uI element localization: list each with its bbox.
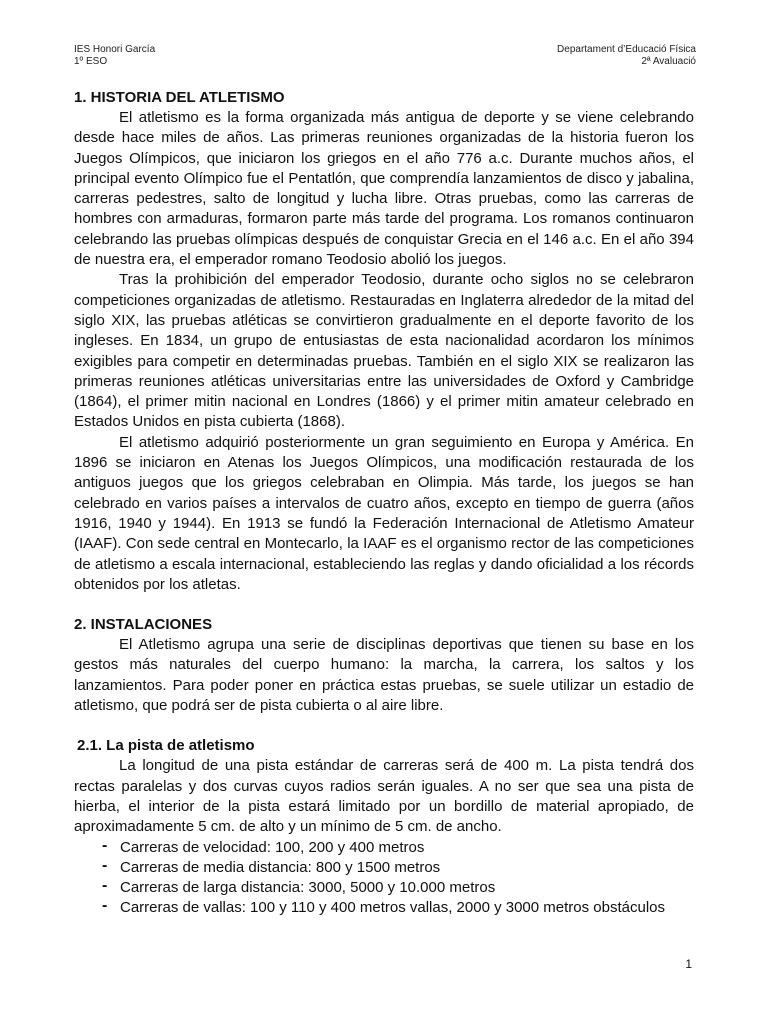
- section-title-instalaciones: 2. INSTALACIONES: [74, 616, 213, 634]
- historia-paragraph-3: El atletismo adquirió posteriormente un gran seguimiento en Europa y América. En 1896 se iniciaron en Atenas los Juegos Olímpicos, una modificación restaurada de los antiguos juegos que los griegos celebraban en Olimpia. Más tarde, los juegos se han celebrado en varios países a intervalos de cuatro años, excepto en tiempo de guerra (años 1916, 1940 y 1944). En 1913 se fundó la Federación Internacional de Atletismo Amateur (IAAF). Con sede central en Montecarlo, la IAAF es el organismo rector de las competiciones de atletismo a escala internacional, estableciendo las reglas y dando oficialidad a los récords obtenidos por los atletas.: [74, 433, 694, 593]
- dash-bullet-icon: -: [102, 836, 108, 854]
- department-name: Departament d’Educació Física: [557, 44, 696, 55]
- section-title-historia: 1. HISTORIA DEL ATLETISMO: [74, 89, 285, 106]
- dash-bullet-icon: -: [102, 877, 108, 895]
- school-name: IES Honori García: [74, 44, 156, 55]
- document-body: [74, 88, 694, 919]
- list-item-text: Carreras de media distancia: 800 y 1500 metros: [120, 858, 441, 876]
- section-title-pista: 2.1. La pista de atletismo: [77, 737, 255, 755]
- list-item: [102, 858, 694, 878]
- dash-bullet-icon: -: [102, 897, 108, 915]
- list-item-text: Carreras de larga distancia: 3000, 5000 y 10.000 metros: [120, 879, 496, 897]
- page-number: 1: [685, 957, 692, 971]
- historia-paragraph-1: El atletismo es la forma organizada más antigua de deporte y se viene celebrando desde hace miles de años. Las primeras reuniones organizadas de la historia fueron los Juegos Olímpicos, que iniciaron los griegos en el año 776 a.c. Durante muchos años, el principal evento Olímpico fue el Pentatlón, que comprendía lanzamientos de disco y jabalina, carreras pedestres, salto de longitud y lucha libre. Otras pruebas, como las carreras de hombres con armaduras, formaron parte más tarde del programa. Los romanos continuaron celebrando las pruebas olímpicas después de conquistar Grecia en el 146 a.c. En el año 394 de nuestra era, el emperador romano Teodosio abolió los juegos.: [74, 109, 694, 269]
- list-item-text: Carreras de vallas: 100 y 110 y 400 metros vallas, 2000 y 3000 metros obstáculos: [120, 899, 666, 917]
- historia-paragraph-2: Tras la prohibición del emperador Teodosio, durante ocho siglos no se celebraron competiciones organizadas de atletismo. Restauradas en Inglaterra alrededor de la mitad del siglo XIX, las pruebas atléticas se convirtieron gradualmente en el deporte favorito de los ingleses. En 1834, un grupo de entusiastas de esta nacionalidad acordaron los mínimos exigibles para competir en determinadas pruebas. También en el siglo XIX se realizaron las primeras reuniones atléticas universitarias entre las universidades de Oxford y Cambridge (1864), el primer mitin nacional en Londres (1866) y el primer mitin amateur celebrado en Estados Unidos en pista cubierta (1868).: [74, 271, 694, 431]
- list-item: [102, 878, 694, 898]
- race-types-list: [74, 838, 694, 919]
- list-item: [102, 838, 694, 858]
- list-item: [102, 898, 694, 918]
- spacer: [74, 595, 694, 615]
- spacer: [74, 716, 694, 736]
- header-right: [557, 44, 696, 68]
- instalaciones-paragraph-1: El Atletismo agrupa una serie de disciplinas deportivas que tienen su base en los gestos más naturales del cuerpo humano: la marcha, la carrera, los saltos y los lanzamientos. Para poder poner en práctica estas pruebas, se suele utilizar un estadio de atletismo, que podrá ser de pista cubierta o al aire libre.: [74, 636, 694, 715]
- dash-bullet-icon: -: [102, 856, 108, 874]
- course-label: 1º ESO: [74, 56, 108, 67]
- term-label: 2ª Avaluació: [641, 56, 696, 67]
- header-left: [74, 44, 155, 68]
- pista-paragraph-1: La longitud de una pista estándar de carreras será de 400 m. La pista tendrá dos rectas paralelas y dos curvas cuyos radios serán iguales. A no ser que sea una pista de hierba, el interior de la pista estará limitado por un bordillo de material apropiado, de aproximadamente 5 cm. de alto y un mínimo de 5 cm. de ancho.: [74, 757, 694, 836]
- list-item-text: Carreras de velocidad: 100, 200 y 400 metros: [120, 838, 425, 856]
